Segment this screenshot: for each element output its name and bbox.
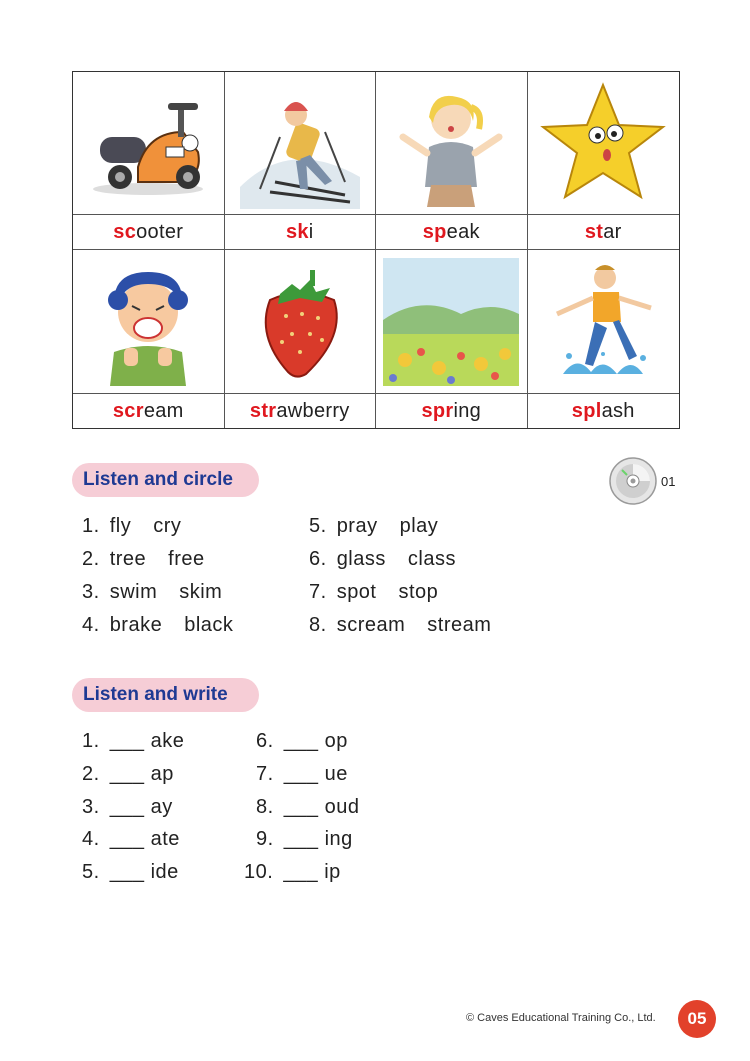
- choice-a[interactable]: glass: [336, 548, 386, 570]
- strawberry-icon: [225, 250, 376, 394]
- write-blank[interactable]: ___ ide: [109, 861, 179, 883]
- item-number: 2.: [82, 548, 100, 570]
- write-item: [256, 796, 359, 819]
- vocab-cell-splash: [528, 250, 680, 428]
- item-number: 7.: [256, 763, 274, 785]
- item-number: 1.: [82, 515, 100, 537]
- vocab-cell-speak: [376, 72, 528, 250]
- circle-item: [309, 581, 438, 604]
- choice-a[interactable]: scream: [336, 614, 406, 636]
- word-rest: awberry: [276, 400, 350, 422]
- choice-b[interactable]: skim: [179, 581, 223, 603]
- choice-a[interactable]: fly: [109, 515, 132, 537]
- page-number-badge: 05: [678, 1000, 716, 1038]
- circle-item: [309, 614, 491, 637]
- choice-a[interactable]: spot: [336, 581, 377, 603]
- item-number: 5.: [309, 515, 327, 537]
- copyright-text: © Caves Educational Training Co., Ltd.: [466, 1012, 656, 1024]
- write-item: [82, 861, 179, 884]
- write-blank[interactable]: ___ ay: [109, 796, 173, 818]
- blend-letters: spl: [571, 400, 602, 422]
- vocab-word-scream: [73, 394, 224, 428]
- write-item: [82, 828, 180, 851]
- vocab-word-speak: [376, 215, 527, 250]
- vocab-cell-strawberry: [225, 250, 377, 428]
- choice-a[interactable]: pray: [336, 515, 378, 537]
- vocab-word-ski: [225, 215, 376, 250]
- vocab-cell-spring: [376, 250, 528, 428]
- write-blank[interactable]: ___ ing: [283, 828, 353, 850]
- word-rest: ash: [601, 400, 635, 422]
- write-item: [82, 730, 184, 753]
- word-rest: ar: [603, 221, 622, 243]
- circle-item: [82, 515, 181, 538]
- blend-letters: spr: [421, 400, 454, 422]
- item-number: 3.: [82, 581, 100, 603]
- choice-b[interactable]: stream: [427, 614, 492, 636]
- choice-b[interactable]: free: [168, 548, 205, 570]
- vocab-word-spring: [376, 394, 527, 428]
- circle-item: [82, 548, 205, 571]
- blend-letters: scr: [112, 400, 144, 422]
- listen-and-circle-heading: Listen and circle: [72, 463, 259, 497]
- vocab-cell-scream: [73, 250, 225, 428]
- speak-icon: [376, 72, 527, 215]
- vocab-word-splash: [528, 394, 680, 428]
- choice-a[interactable]: brake: [109, 614, 163, 636]
- word-rest: eak: [446, 221, 480, 243]
- choice-a[interactable]: swim: [109, 581, 158, 603]
- write-blank[interactable]: ___ ate: [109, 828, 180, 850]
- blend-letters: str: [249, 400, 277, 422]
- item-number: 8.: [256, 796, 274, 818]
- circle-item: [309, 548, 456, 571]
- blend-letters: sp: [422, 221, 447, 243]
- blend-letters: sc: [113, 221, 137, 243]
- vocab-word-strawberry: [225, 394, 376, 428]
- vocab-cell-star: [528, 72, 680, 250]
- vocab-word-scooter: [73, 215, 224, 250]
- item-number: 4.: [82, 828, 100, 850]
- ski-icon: [225, 72, 376, 215]
- write-blank[interactable]: ___ oud: [283, 796, 360, 818]
- word-rest: ing: [453, 400, 482, 422]
- vocab-cell-scooter: [73, 72, 225, 250]
- splash-icon: [528, 250, 680, 394]
- spring-icon: [376, 250, 527, 394]
- word-rest: eam: [143, 400, 184, 422]
- circle-item: [82, 614, 233, 637]
- audio-track-number: 01: [661, 474, 676, 489]
- vocab-word-star: [528, 215, 680, 250]
- write-blank[interactable]: ___ ue: [283, 763, 348, 785]
- write-blank[interactable]: ___ op: [283, 730, 348, 752]
- scooter-icon: [73, 72, 224, 215]
- choice-b[interactable]: cry: [153, 515, 182, 537]
- write-blank[interactable]: ___ ake: [109, 730, 185, 752]
- item-number: 9.: [256, 828, 274, 850]
- blend-letters: st: [584, 221, 604, 243]
- star-icon: [528, 72, 680, 215]
- write-blank[interactable]: ___ ip: [283, 861, 341, 883]
- item-number: 8.: [309, 614, 327, 636]
- vocab-cell-ski: [225, 72, 377, 250]
- vocabulary-grid: [72, 71, 680, 429]
- write-item: [82, 763, 174, 786]
- write-item: [256, 763, 348, 786]
- item-number: 2.: [82, 763, 100, 785]
- choice-a[interactable]: tree: [109, 548, 147, 570]
- choice-b[interactable]: black: [184, 614, 234, 636]
- item-number: 1.: [82, 730, 100, 752]
- scream-icon: [73, 250, 224, 394]
- write-item: [256, 730, 348, 753]
- circle-item: [309, 515, 438, 538]
- item-number: 6.: [256, 730, 274, 752]
- item-number: 10.: [244, 861, 274, 883]
- item-number: 5.: [82, 861, 100, 883]
- item-number: 3.: [82, 796, 100, 818]
- blend-letters: sk: [285, 221, 309, 243]
- write-item: [82, 796, 173, 819]
- choice-b[interactable]: stop: [398, 581, 439, 603]
- listen-and-write-heading: Listen and write: [72, 678, 259, 712]
- write-blank[interactable]: ___ ap: [109, 763, 174, 785]
- audio-cd-icon[interactable]: [608, 456, 658, 506]
- item-number: 6.: [309, 548, 327, 570]
- choice-b[interactable]: class: [407, 548, 456, 570]
- choice-b[interactable]: play: [399, 515, 439, 537]
- item-number: 7.: [309, 581, 327, 603]
- word-rest: ooter: [136, 221, 184, 243]
- circle-item: [82, 581, 222, 604]
- write-item: [256, 828, 353, 851]
- item-number: 4.: [82, 614, 100, 636]
- write-item: [244, 861, 341, 884]
- word-rest: i: [308, 221, 314, 243]
